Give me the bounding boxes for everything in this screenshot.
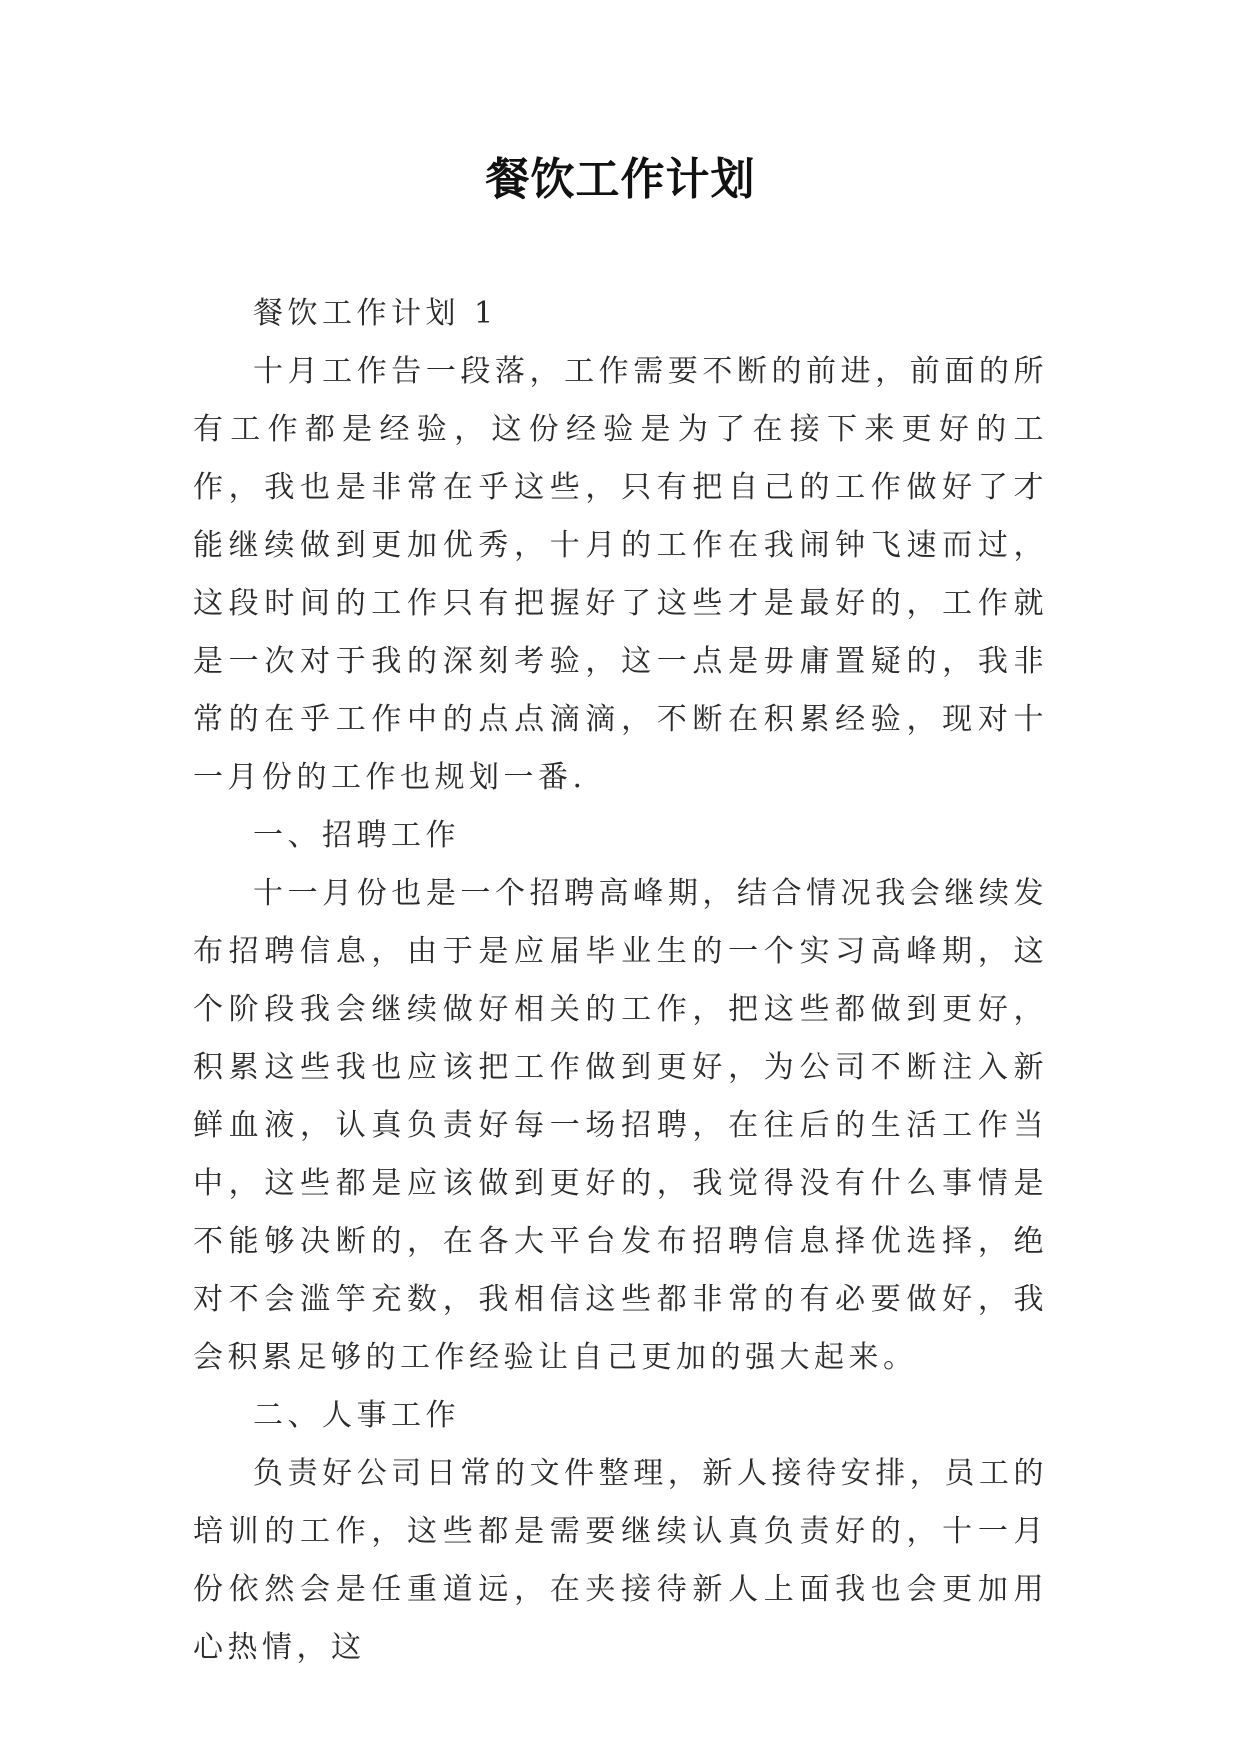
body-paragraph: 十一月份也是一个招聘高峰期，结合情况我会继续发布招聘信息，由于是应届毕业生的一个实习高峰期，这个阶段我会继续做好相关的工作，把这些都做到更好，积累这些我也应该把工作做到更好，为公司不断注入新鲜血液，认真负责好每一场招聘，在往后的生活工作当中，这些都是应该做到更好的，我觉得没有什么事情是不能够决断的，在各大平台发布招聘信息择优选择，绝对不会滥竽充数，我相信这些都非常的有必要做好，我会积累足够的工作经验让自己更加的强大起来。 bbox=[193, 876, 1048, 1375]
body-paragraph: 负责好公司日常的文件整理，新人接待安排，员工的培训的工作，这些都是需要继续认真负责好的，十一月份依然会是任重道远，在夹接待新人上面我也会更加用心热情，这 bbox=[193, 1456, 1048, 1665]
document-title: 餐饮工作计划 bbox=[485, 154, 756, 205]
section-heading: 一、招聘工作 bbox=[253, 818, 460, 853]
body-paragraph: 十月工作告一段落，工作需要不断的前进，前面的所有工作都是经验，这份经验是为了在接下来更好的工作，我也是非常在乎这些，只有把自己的工作做好了才能继续做到更加优秀，十月的工作在我闹钟飞速而过，这段时间的工作只有把握好了这些才是最好的，工作就是一次对于我的深刻考验，这一点是毋庸置疑的，我非常的在乎工作中的点点滴滴，不断在积累经验，现对十一月份的工作也规划一番. bbox=[193, 354, 1048, 795]
section-heading: 二、人事工作 bbox=[253, 1398, 460, 1433]
section-heading: 餐饮工作计划 1 bbox=[253, 296, 498, 331]
document-body bbox=[193, 285, 1048, 1677]
